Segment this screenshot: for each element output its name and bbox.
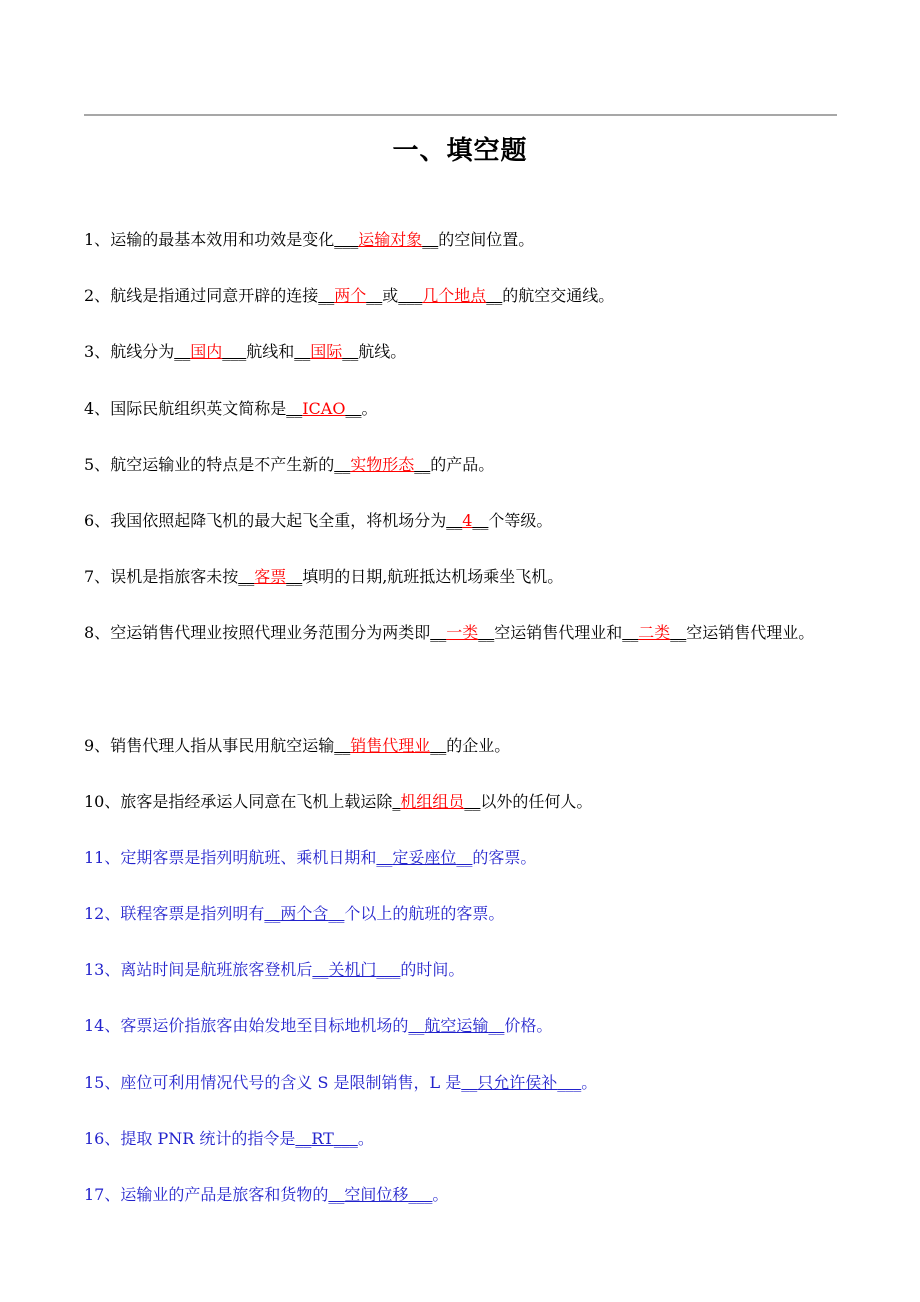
question-text: 离站时间是航班旅客登机后 bbox=[120, 960, 313, 979]
question-text-end: 空运销售代理业。 bbox=[686, 623, 815, 642]
answer: ICAO bbox=[302, 399, 346, 418]
question-text-end: 的空间位置。 bbox=[438, 230, 535, 249]
question-text: 国际民航组织英文简称是 bbox=[110, 399, 287, 418]
answer: 空间位移 bbox=[344, 1185, 409, 1204]
question-text-end: 个等级。 bbox=[488, 511, 553, 530]
question-number: 16、 bbox=[84, 1129, 121, 1148]
question-number: 11、 bbox=[84, 848, 121, 867]
question-text-middle: 空运销售代理业和 bbox=[494, 623, 623, 642]
question-number: 12、 bbox=[84, 904, 121, 923]
question-number: 7、 bbox=[84, 567, 111, 586]
question-text-end: 。 bbox=[432, 1185, 449, 1204]
answer-blank: __航空运输__ bbox=[408, 1016, 505, 1035]
question-8 bbox=[84, 605, 840, 661]
answer-blank: __国内___ bbox=[174, 342, 247, 361]
answer-blank: __定妥座位__ bbox=[376, 848, 473, 867]
answer-blank: __只允许侯补___ bbox=[461, 1073, 582, 1092]
question-text-end: 航线。 bbox=[358, 342, 407, 361]
page-title: 一、填空题 bbox=[392, 136, 528, 166]
question-text-middle: 或 bbox=[382, 286, 399, 305]
answer: 机组组员 bbox=[400, 792, 465, 811]
answer-blank: __客票__ bbox=[238, 567, 303, 586]
question-text-end: 的客票。 bbox=[472, 848, 537, 867]
question-17 bbox=[84, 1183, 840, 1207]
question-number: 14、 bbox=[84, 1016, 121, 1035]
question-text-middle: 航线和 bbox=[246, 342, 295, 361]
answer: 定妥座位 bbox=[392, 848, 457, 867]
answer: 二类 bbox=[638, 623, 671, 642]
question-7 bbox=[84, 565, 840, 589]
question-text: 误机是指旅客未按 bbox=[110, 567, 239, 586]
answer-blank: __关机门___ bbox=[312, 960, 401, 979]
question-number: 4、 bbox=[84, 399, 111, 418]
question-10 bbox=[84, 790, 840, 814]
answer: RT bbox=[311, 1129, 334, 1148]
answer-blank: _机组组员__ bbox=[392, 792, 481, 811]
question-text: 提取 PNR 统计的指令是 bbox=[120, 1129, 296, 1148]
question-text-end: 个以上的航班的客票。 bbox=[344, 904, 505, 923]
question-text-end: 以外的任何人。 bbox=[480, 792, 593, 811]
question-number: 3、 bbox=[84, 342, 111, 361]
question-text-end: 。 bbox=[581, 1073, 598, 1092]
question-13 bbox=[84, 958, 840, 982]
question-text: 运输的最基本效用和功效是变化 bbox=[110, 230, 335, 249]
question-3 bbox=[84, 340, 840, 364]
answer: 几个地点 bbox=[422, 286, 487, 305]
question-9 bbox=[84, 734, 840, 758]
answer: 关机门 bbox=[328, 960, 377, 979]
answer: 4 bbox=[462, 511, 473, 530]
question-text-end: 。 bbox=[361, 399, 378, 418]
question-text-end: 的航空交通线。 bbox=[502, 286, 615, 305]
answer-blank: __RT___ bbox=[295, 1129, 358, 1148]
answer: 只允许侯补 bbox=[477, 1073, 558, 1092]
answer-blank: __国际__ bbox=[294, 342, 359, 361]
answer-blank: __一类__ bbox=[430, 623, 495, 642]
question-number: 13、 bbox=[84, 960, 121, 979]
top-rule bbox=[84, 114, 837, 116]
question-text: 航线是指通过同意开辟的连接 bbox=[110, 286, 319, 305]
answer: 一类 bbox=[446, 623, 479, 642]
question-text: 航线分为 bbox=[110, 342, 175, 361]
question-number: 2、 bbox=[84, 286, 111, 305]
question-text: 定期客票是指列明航班、乘机日期和 bbox=[120, 848, 377, 867]
answer-blank: __实物形态__ bbox=[334, 455, 431, 474]
question-5 bbox=[84, 453, 840, 477]
question-number: 6、 bbox=[84, 511, 111, 530]
question-text: 旅客是指经承运人同意在飞机上载运除 bbox=[120, 792, 393, 811]
question-text-end: 的企业。 bbox=[446, 736, 511, 755]
answer-blank: __二类__ bbox=[622, 623, 687, 642]
answer: 国际 bbox=[310, 342, 343, 361]
question-text: 空运销售代理业按照代理业务范围分为两类即 bbox=[110, 623, 431, 642]
question-text: 我国依照起降飞机的最大起飞全重，将机场分为 bbox=[110, 511, 447, 530]
answer-blank: __两个__ bbox=[318, 286, 383, 305]
question-1 bbox=[84, 228, 840, 252]
answer: 实物形态 bbox=[350, 455, 415, 474]
question-number: 15、 bbox=[84, 1073, 121, 1092]
question-6 bbox=[84, 509, 840, 533]
question-text-end: 。 bbox=[357, 1129, 374, 1148]
question-text-end: 价格。 bbox=[504, 1016, 553, 1035]
answer: 客票 bbox=[254, 567, 287, 586]
question-11 bbox=[84, 846, 840, 870]
question-text: 航空运输业的特点是不产生新的 bbox=[110, 455, 335, 474]
answer-blank: ___几个地点__ bbox=[398, 286, 503, 305]
answer-blank: __两个含__ bbox=[264, 904, 345, 923]
answer: 国内 bbox=[190, 342, 223, 361]
answer-blank: __销售代理业__ bbox=[334, 736, 447, 755]
answer: 运输对象 bbox=[358, 230, 423, 249]
question-12 bbox=[84, 902, 840, 926]
question-text-end: 的时间。 bbox=[400, 960, 465, 979]
question-14 bbox=[84, 1014, 840, 1038]
answer-blank: __ICAO__ bbox=[286, 399, 362, 418]
answer: 销售代理业 bbox=[350, 736, 431, 755]
question-text: 联程客票是指列明有 bbox=[120, 904, 265, 923]
question-16 bbox=[84, 1127, 840, 1151]
answer-blank: __4__ bbox=[446, 511, 489, 530]
answer: 航空运输 bbox=[424, 1016, 489, 1035]
question-text: 运输业的产品是旅客和货物的 bbox=[120, 1185, 329, 1204]
answer: 两个 bbox=[334, 286, 367, 305]
answer: 两个含 bbox=[280, 904, 329, 923]
question-text: 客票运价指旅客由始发地至目标地机场的 bbox=[120, 1016, 409, 1035]
question-number: 10、 bbox=[84, 792, 121, 811]
question-text: 销售代理人指从事民用航空运输 bbox=[110, 736, 335, 755]
question-number: 5、 bbox=[84, 455, 111, 474]
question-number: 8、 bbox=[84, 623, 111, 642]
answer-blank: __空间位移___ bbox=[328, 1185, 433, 1204]
question-text-end: 的产品。 bbox=[430, 455, 495, 474]
question-2 bbox=[84, 284, 840, 308]
question-text: 座位可利用情况代号的含义 S 是限制销售，L 是 bbox=[120, 1073, 462, 1092]
question-15 bbox=[84, 1071, 840, 1095]
question-4 bbox=[84, 397, 840, 421]
question-number: 9、 bbox=[84, 736, 111, 755]
question-number: 17、 bbox=[84, 1185, 121, 1204]
question-number: 1、 bbox=[84, 230, 111, 249]
answer-blank: ___运输对象__ bbox=[334, 230, 439, 249]
question-text-end: 填明的日期,航班抵达机场乘坐飞机。 bbox=[302, 567, 564, 586]
